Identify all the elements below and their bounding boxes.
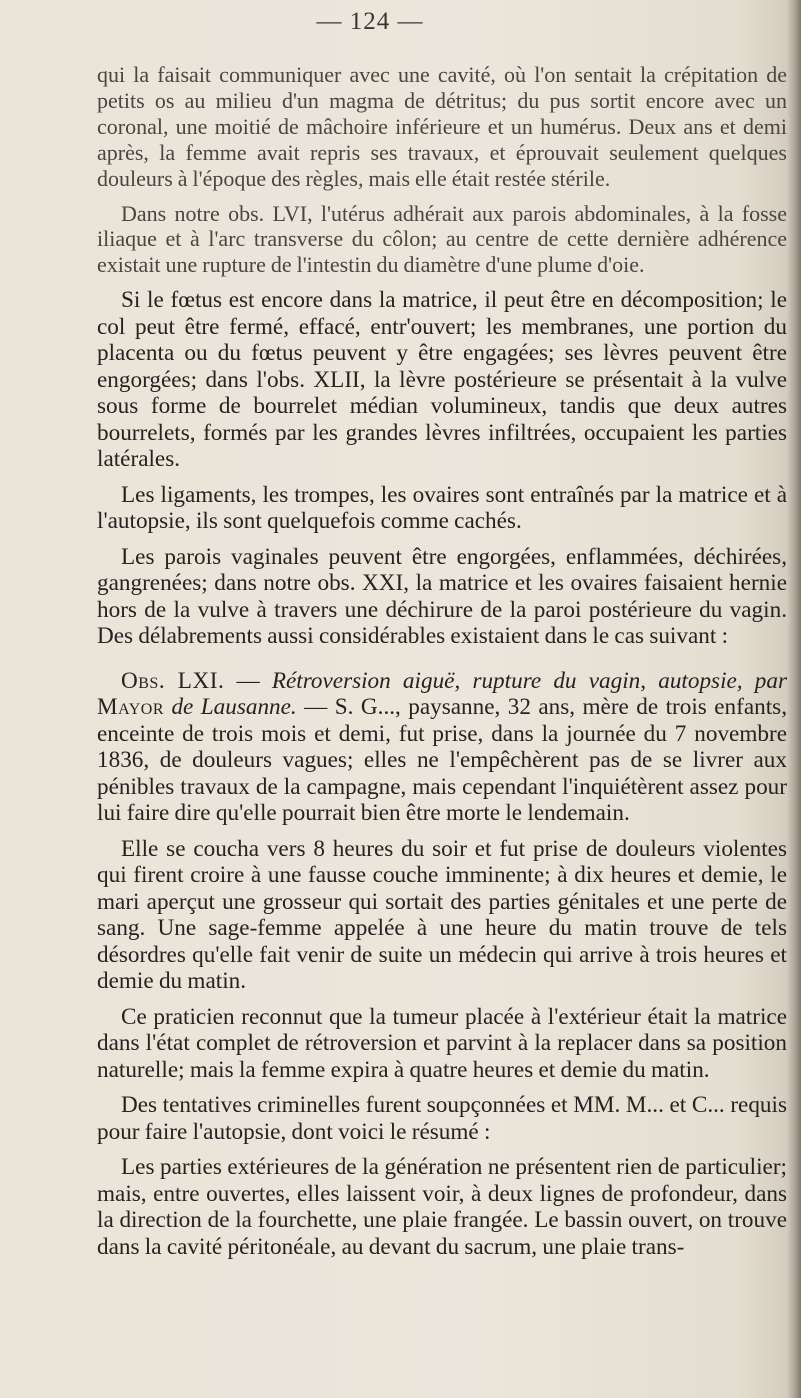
paragraph-1: qui la faisait communiquer avec une cavité, où l'on sentait la crépitation de petits os au milieu d'un magma de détritus; du pus sortit encore avec un coronal, une moitié de mâchoire inférieure et un humérus. Deux ans et demi après, la femme avait repris ses travaux, et éprouvait seulement quelques douleurs à l'époque des règles, mais elle était restée stérile. xyxy=(97,62,787,191)
obs-label: Obs. LXI. xyxy=(121,667,225,694)
paragraph-8: Des tentatives criminelles furent soupçonnées et MM. M... et C... requis pour faire l'autopsie, dont voici le résumé : xyxy=(97,1092,787,1145)
body-text xyxy=(97,62,787,1269)
paragraph-4: Les ligaments, les trompes, les ovaires sont entraînés par la matrice et à l'autopsie, ils sont quelquefois comme cachés. xyxy=(97,481,787,535)
paragraph-9: Les parties extérieures de la génération ne présentent rien de particulier; mais, entre ouvertes, elles laissent voir, à deux lignes de profondeur, dans la direction de la fourchette, une plaie frangée. Le bassin ouvert, on trouve dans la cavité péritonéale, au devant du sacrum, une plaie trans- xyxy=(97,1154,787,1260)
obs-author: Mayor xyxy=(97,694,164,721)
obs-text: — S. G..., paysanne, 32 ans, mère de trois enfants, enceinte de trois mois et demi, fut prise, dans la journée du 7 novembre 1836, de douleurs vagues; elles ne l'empêchèrent pas de se livrer aux pénibles travaux de la campagne, mais cependant l'inquiétèrent assez pour lui faire dire qu'elle pourrait bien être morte le lendemain. xyxy=(97,694,788,827)
page-number: — 124 — xyxy=(316,8,424,35)
paragraph-3: Si le fœtus est encore dans la matrice, il peut être en décomposition; le col peut être fermé, effacé, entr'ouvert; les membranes, une portion du placenta ou du fœtus peuvent y être engagées; ses lèvres peuvent être engorgées; dans l'obs. XLII, la lèvre postérieure se présentait à la vulve sous forme de bourrelet médian volumineux, tandis que deux autres bourrelets, formés par les grandes lèvres infiltrées, occupaient les parties latérales. xyxy=(97,287,787,473)
paragraph-6: Elle se coucha vers 8 heures du soir et fut prise de douleurs violentes qui firent croire à une fausse couche imminente; à dix heures et demie, le mari aperçut une grosseur qui sortait des parties génitales et une perte de sang. Une sage-femme appelée à une heure du matin trouve de tels désordres qu'elle fait venir de suite un médecin qui arrive à trois heures et demie du matin. xyxy=(97,835,787,995)
paragraph-7: Ce praticien reconnut que la tumeur placée à l'extérieur était la matrice dans l'état complet de rétroversion et parvint à la replacer dans sa position naturelle; mais la femme expira à quatre heures et demie du matin. xyxy=(97,1003,787,1083)
obs-place: de Lausanne. xyxy=(171,694,297,721)
obs-dash: — xyxy=(224,667,272,694)
obs-title: Rétroversion aiguë, rupture du vagin, autopsie, par xyxy=(271,667,788,694)
paragraph-2: Dans notre obs. LVI, l'utérus adhérait aux parois abdominales, à la fosse iliaque et à l'arc transverse du côlon; au centre de cette dernière adhérence existait une rupture de l'intestin du diamètre d'une plume d'oie. xyxy=(97,200,787,278)
page-edge-shadow xyxy=(787,0,801,1398)
observation-lxi xyxy=(97,668,787,827)
paragraph-5: Les parois vaginales peuvent être engorgées, enflammées, déchirées, gangrenées; dans notre obs. XXI, la matrice et les ovaires faisaient hernie hors de la vulve à travers une déchirure de la paroi postérieure du vagin. Des délabrements aussi considérables existaient dans le cas suivant : xyxy=(97,543,787,650)
